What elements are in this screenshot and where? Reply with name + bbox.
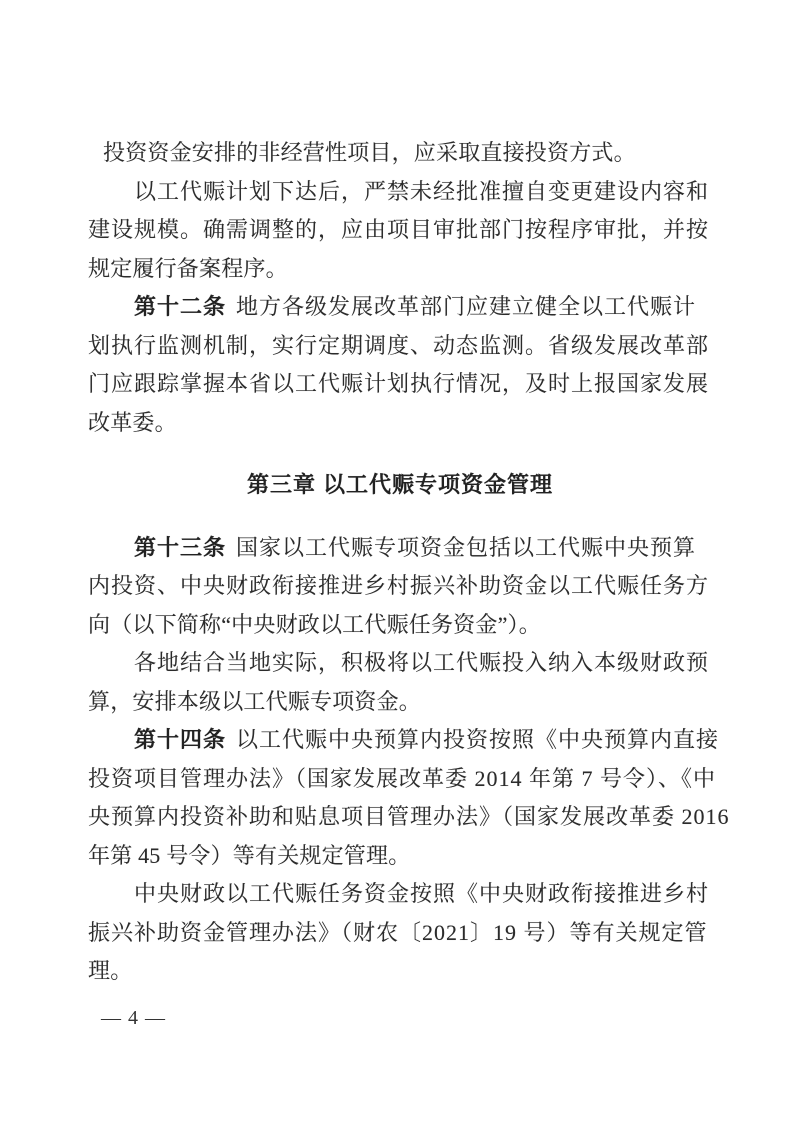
- article-12-text: 地方各级发展改革部门应建立健全以工代赈计: [236, 294, 697, 319]
- text-line: 建设规模。确需调整的，应由项目审批部门按程序审批，并按: [88, 217, 710, 242]
- document-body: [88, 134, 730, 991]
- article-13-text: 国家以工代赈专项资金包括以工代赈中央预算: [236, 534, 697, 560]
- text-line: 投资资金安排的非经营性项目，应采取直接投资方式。: [103, 140, 636, 165]
- text-line: 振兴补助资金管理办法》（财农〔2021〕19 号）等有关规定管: [88, 919, 708, 945]
- text-line: 向（以下简称“中央财政以工代赈任务资金”）。: [88, 611, 541, 637]
- article-12-term: 第十二条: [134, 294, 227, 319]
- article-13-term: 第十三条: [134, 534, 227, 560]
- text-line: 改革委。: [88, 409, 177, 435]
- text-line: [88, 288, 712, 327]
- page-number: — 4 —: [101, 1007, 166, 1029]
- article-14-term: 第十四条: [134, 727, 227, 752]
- text-line: 规定履行备案程序。: [88, 255, 288, 281]
- text-line: [88, 721, 720, 760]
- text-line: 投资项目管理办法》（国家发展改革委 2014 年第 7 号令）、《中: [88, 765, 717, 791]
- text-line: 各地结合当地实际，积极将以工代赈投入纳入本级财政预: [134, 650, 710, 675]
- article-14-text: 以工代赈中央预算内投资按照《中央预算内直接: [236, 727, 720, 752]
- text-line: 理。: [88, 958, 133, 983]
- text-line: 划执行监测机制，实行定期调度、动态监测。省级发展改革部: [88, 332, 710, 358]
- text-line: 央预算内投资补助和贴息项目管理办法》（国家发展改革委 2016: [88, 804, 730, 829]
- chapter-heading: 第三章 以工代赈专项资金管理: [246, 472, 554, 497]
- text-line: 内投资、中央财政衔接推进乡村振兴补助资金以工代赈任务方: [88, 573, 710, 598]
- text-line: 门应跟踪掌握本省以工代赈计划执行情况，及时上报国家发展: [88, 371, 710, 396]
- text-line: 中央财政以工代赈任务资金按照《中央财政衔接推进乡村: [134, 881, 710, 906]
- text-line: [88, 529, 712, 568]
- text-line: 算，安排本级以工代赈专项资金。: [88, 688, 422, 714]
- text-line: 年第 45 号令）等有关规定管理。: [88, 842, 411, 868]
- text-line: 以工代赈计划下达后，严禁未经批准擅自变更建设内容和: [134, 178, 710, 204]
